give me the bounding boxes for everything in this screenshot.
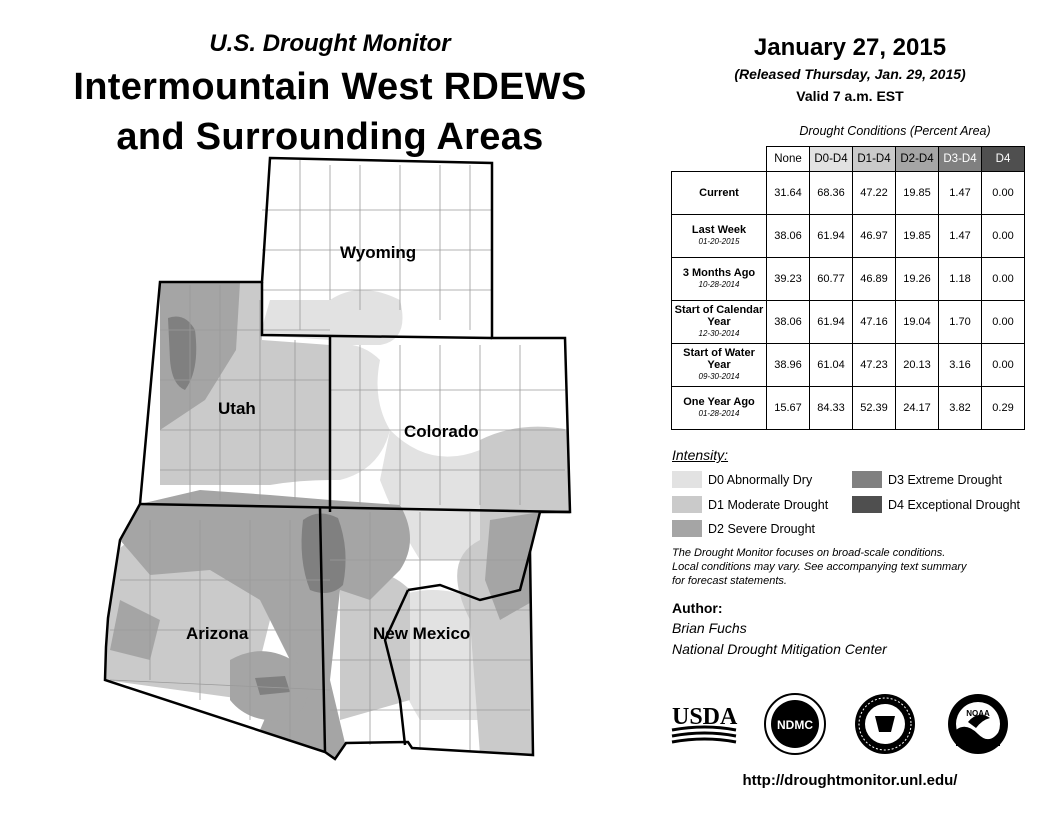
table-cell: 19.85	[896, 172, 939, 215]
column-header: None	[767, 147, 810, 172]
release-date: (Released Thursday, Jan. 29, 2015)	[734, 66, 966, 82]
table-cell: 20.13	[896, 344, 939, 387]
legend-label: D3 Extreme Drought	[888, 472, 1002, 487]
row-date: 01-20-2015	[698, 237, 740, 246]
table-cell: 60.77	[810, 258, 853, 301]
note-line: Local conditions may vary. See accompanying text summary	[672, 561, 967, 573]
table-cell: 61.04	[810, 344, 853, 387]
map-title-line1: Intermountain West RDEWS	[73, 66, 587, 108]
noaa-logo	[946, 692, 1010, 756]
noaa-logo-text: NOAA	[966, 709, 990, 718]
legend-item-d2	[672, 520, 815, 537]
table-cell: 1.70	[939, 301, 982, 344]
map-subtitle: U.S. Drought Monitor	[209, 30, 451, 57]
table-cell: 0.00	[982, 215, 1025, 258]
legend-label: D2 Severe Drought	[708, 521, 816, 536]
table-cell: 61.94	[810, 301, 853, 344]
column-header: D1-D4	[853, 147, 896, 172]
row-label: Current	[699, 187, 739, 199]
table-cell: 0.29	[982, 387, 1025, 430]
legend-label: D1 Moderate Drought	[708, 497, 829, 512]
note-line: for forecast statements.	[672, 575, 787, 587]
author-heading: Author:	[672, 600, 723, 616]
row-date: 09-30-2014	[698, 372, 740, 381]
table-cell: 38.06	[767, 215, 810, 258]
legend-item-d3	[852, 471, 1002, 488]
table-row	[672, 258, 1025, 301]
row-label: Start of Water Year	[683, 347, 755, 371]
legend-label: D0 Abnormally Dry	[708, 472, 813, 487]
author-name: Brian Fuchs	[672, 620, 747, 636]
row-header	[672, 172, 767, 215]
table-row	[672, 215, 1025, 258]
ndmc-logo-text: NDMC	[777, 718, 813, 732]
row-header	[672, 215, 767, 258]
table-cell: 0.00	[982, 301, 1025, 344]
table-row	[672, 172, 1025, 215]
state-label-colorado: Colorado	[404, 422, 479, 441]
table-cell: 19.85	[896, 215, 939, 258]
row-header	[672, 258, 767, 301]
table-cell: 39.23	[767, 258, 810, 301]
table-cell: 47.23	[853, 344, 896, 387]
legend-item-d4	[852, 496, 1020, 513]
legend-item-d1	[672, 496, 828, 513]
table-cell: 38.96	[767, 344, 810, 387]
d3-area	[302, 513, 346, 593]
legend-item-d0	[672, 471, 812, 488]
legend-heading: Intensity:	[672, 447, 729, 463]
map-title-line2: and Surrounding Areas	[116, 116, 544, 158]
legend-swatch	[852, 471, 882, 488]
table-cell: 19.26	[896, 258, 939, 301]
ndmc-logo	[763, 692, 827, 756]
row-label: Last Week	[691, 224, 747, 236]
table-row	[672, 344, 1025, 387]
table-cell: 19.04	[896, 301, 939, 344]
legend-swatch	[672, 520, 702, 537]
state-label-wyoming: Wyoming	[340, 243, 417, 262]
author-organization: National Drought Mitigation Center	[672, 641, 887, 657]
table-cell: 47.16	[853, 301, 896, 344]
table-cell: 0.00	[982, 172, 1025, 215]
table-cell: 84.33	[810, 387, 853, 430]
table-cell: 52.39	[853, 387, 896, 430]
table-cell: 68.36	[810, 172, 853, 215]
table-cell: 1.47	[939, 215, 982, 258]
table-cell: 3.16	[939, 344, 982, 387]
disclaimer-note	[672, 546, 1032, 588]
row-date: 01-28-2014	[698, 409, 740, 418]
commerce-seal-logo	[853, 692, 917, 756]
d3-area	[255, 676, 290, 695]
row-header	[672, 344, 767, 387]
table-cell: 47.22	[853, 172, 896, 215]
table-cell: 38.06	[767, 301, 810, 344]
state-label-utah: Utah	[218, 399, 256, 418]
drought-conditions-table	[671, 146, 1025, 430]
row-date: 12-30-2014	[698, 329, 740, 338]
table-corner	[672, 147, 767, 172]
report-date: January 27, 2015	[753, 34, 947, 61]
table-cell: 3.82	[939, 387, 982, 430]
table-cell: 0.00	[982, 258, 1025, 301]
valid-time: Valid 7 a.m. EST	[796, 88, 904, 104]
column-header: D2-D4	[896, 147, 939, 172]
table-row	[672, 301, 1025, 344]
row-date: 10-28-2014	[698, 280, 740, 289]
drought-map	[90, 150, 590, 770]
row-header	[672, 387, 767, 430]
row-header	[672, 301, 767, 344]
table-row	[672, 387, 1025, 430]
state-label-new-mexico: New Mexico	[373, 624, 471, 643]
table-cell: 61.94	[810, 215, 853, 258]
legend-swatch	[672, 496, 702, 513]
legend-label: D4 Exceptional Drought	[888, 497, 1021, 512]
table-cell: 46.89	[853, 258, 896, 301]
row-label: 3 Months Ago	[682, 267, 756, 279]
table-cell: 31.64	[767, 172, 810, 215]
column-header: D0-D4	[810, 147, 853, 172]
table-cell: 46.97	[853, 215, 896, 258]
table-cell: 1.47	[939, 172, 982, 215]
table-cell: 1.18	[939, 258, 982, 301]
table-caption: Drought Conditions (Percent Area)	[799, 124, 991, 138]
usda-logo	[670, 700, 740, 750]
website-url[interactable]: http://droughtmonitor.unl.edu/	[742, 772, 958, 789]
note-line: The Drought Monitor focuses on broad-scale conditions.	[672, 547, 946, 559]
table-cell: 15.67	[767, 387, 810, 430]
table-cell: 24.17	[896, 387, 939, 430]
row-label: One Year Ago	[683, 396, 755, 408]
column-header: D4	[982, 147, 1025, 172]
state-label-arizona: Arizona	[186, 624, 249, 643]
legend-swatch	[672, 471, 702, 488]
table-cell: 0.00	[982, 344, 1025, 387]
row-label: Start of Calendar Year	[674, 304, 764, 328]
usda-logo-text: USDA	[672, 704, 738, 730]
legend-swatch	[852, 496, 882, 513]
column-header: D3-D4	[939, 147, 982, 172]
